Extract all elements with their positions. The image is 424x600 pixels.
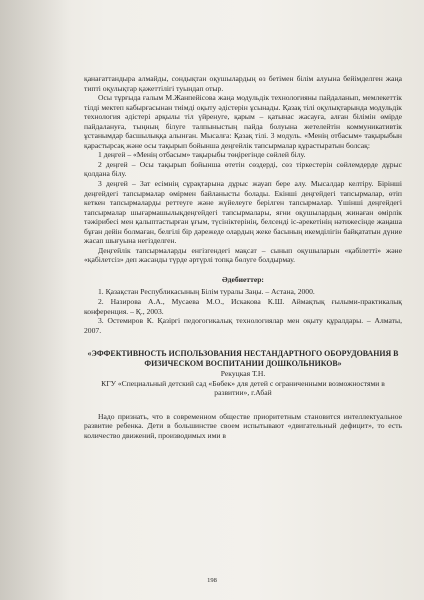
paragraph-continuation: қанағаттандыра алмайды, сондықтан оқушылардың өз бетімен білім алуына бейімделген жаңа типті оқулықтар қажеттілігі туындап отыр. xyxy=(84,74,402,93)
reference-item: 3. Остемиров К. Қазіргі педогогикалық технологиялар мен оқыту құралдары. – Алматы, 2007. xyxy=(84,316,402,335)
reference-item: 2. Назирова А.А., Мусаева М.О., Искакова К.Ш. Аймақтық ғылыми-практикалық конференция. – Қ., 2003. xyxy=(84,297,402,316)
article-author: Рекуцкая Т.Н. xyxy=(220,369,266,379)
page-number: 198 xyxy=(207,577,217,584)
paragraph-level-2: 2 деңгей – Осы тақырып бойынша өтетін сөздерді, сөз тіркестерін сөйлемдерде дұрыс қолдана білу. xyxy=(84,159,402,179)
article-title: «ЭФФЕКТИВНОСТЬ ИСПОЛЬЗОВАНИЯ НЕСТАНДАРТНОГО ОБОРУДОВАНИЯ В ФИЗИЧЕСКОМ ВОСПИТАНИИ ДОШКОЛЬНИКОВ» xyxy=(87,349,399,369)
paragraph-goal: Деңгейлік тапсырмаларды енгізгендегі мақсат – сынып оқушыларын «қабілетті» және «қабілетсіз» деп жасанды түрде әртүрлі топқа бөлуге болдырмау. xyxy=(84,245,402,265)
paragraph-method: Осы тұрғыда ғалым М.Жанпейісова жаңа модульдік технологияны пайдаланып, мемлекеттік тілді мектеп кабырғасынан тиімді оқыту әдістерін ұсынады. Қазақ тілі оқулықтарында модульдік технология әдістері арқылы тіл үйренуге, қарым – қатынас жасауға, алған білімін өмірде пайдалануға, тыңның білуге талпыныстың пайда болуына жетелейтін коммуникативтік ұстанымдар басшылыққа алынған. Мысалға: Қазақ тілі. 3 модуль. «Менің отбасым» тақырыбын қарастырсақ және осы тақырып бойынша деңгейлік тапсырмалар құрастыратын болсақ: xyxy=(84,93,402,150)
article-body: Надо признать, что в современном обществе приоритетным становится интеллектуальное развитие ребенка. Дети в большинстве своем испытывают «двигательный дефицит», то есть количество движений, производимых ими в xyxy=(84,411,402,440)
spacer xyxy=(84,398,402,412)
page-content xyxy=(84,74,402,441)
reference-item: 1. Қазақстан Республикасының Білім туралы Заңы. – Астана, 2000. xyxy=(98,287,315,297)
paragraph-level-1: 1 деңгей – «Менің отбасым» тақырыбы төңірегінде сөйлей білу. xyxy=(98,150,306,160)
paragraph-level-3: 3 деңгей – Зат есімнің сұрақтарына дұрыс жауап бере алу. Мысалдар келтіру. Бірінші деңгейдегі тапсырмалар өмірмен байланысты болады. Екінші деңгейдегі тапсырмалар, өтіп кеткен тапсырмаларды реттеуге және жүйелеуге берілген тапсырмалар. Үшінші деңгейдегі тапсырмалар шығармашылықдеңгейдегі тапсырмалары, яғни оқушылардың жинаған өмірлік тәжірибесі мен қалыптастырған ұғым, түсініктерінің, белсенді іс-әрекетінің нәтижесінде жаңаша бұған дейін болмаған, белгілі бір дәрежеде олардың жеке басының икемділігін байқататын дүние жасап шығуына негізделген. xyxy=(84,179,402,246)
page-shadow xyxy=(0,0,70,600)
references-heading: Әдебиеттер: xyxy=(222,274,264,284)
article-organization: КГУ «Специальный детский сад «Бөбек» для детей с ограниченными возможностями в развитии», г.Абай xyxy=(101,378,385,398)
